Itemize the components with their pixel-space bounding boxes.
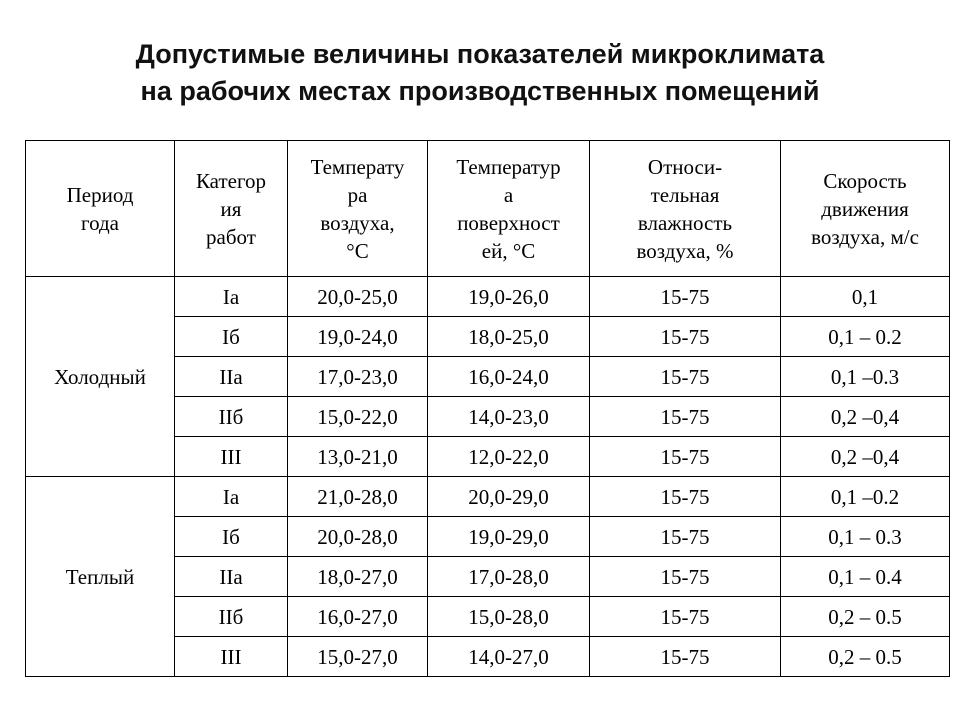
category-cell: IIа (175, 357, 288, 397)
category-cell: III (175, 437, 288, 477)
category-cell: IIб (175, 597, 288, 637)
category-cell: Iа (175, 477, 288, 517)
table-row (26, 477, 950, 517)
humidity-cell: 15-75 (590, 517, 781, 557)
air-temp-cell: 15,0-27,0 (288, 637, 428, 677)
humidity-cell: 15-75 (590, 357, 781, 397)
air-speed-cell: 0,1 – 0.3 (781, 517, 950, 557)
header-surface-temperature: Температур а поверхност ей, °С (428, 141, 590, 277)
header-row (26, 141, 950, 277)
humidity-cell: 15-75 (590, 437, 781, 477)
air-speed-cell: 0,2 – 0.5 (781, 637, 950, 677)
humidity-cell: 15-75 (590, 477, 781, 517)
air-speed-cell: 0,1 – 0.2 (781, 317, 950, 357)
air-speed-cell: 0,1 –0.2 (781, 477, 950, 517)
title-line-1: Допустимые величины показателей микроклимата (135, 39, 825, 69)
title-line-2: на рабочих местах производственных помещений (140, 76, 820, 106)
air-temp-cell: 16,0-27,0 (288, 597, 428, 637)
microclimate-table (25, 140, 950, 677)
category-cell: IIа (175, 557, 288, 597)
header-category: Категор ия работ (175, 141, 288, 277)
surface-temp-cell: 19,0-26,0 (428, 277, 590, 317)
air-temp-cell: 20,0-25,0 (288, 277, 428, 317)
air-temp-cell: 21,0-28,0 (288, 477, 428, 517)
air-temp-cell: 17,0-23,0 (288, 357, 428, 397)
humidity-cell: 15-75 (590, 317, 781, 357)
category-cell: III (175, 637, 288, 677)
category-cell: Iб (175, 317, 288, 357)
table-row (26, 277, 950, 317)
surface-temp-cell: 19,0-29,0 (428, 517, 590, 557)
header-air-temperature: Температу ра воздуха, °С (288, 141, 428, 277)
humidity-cell: 15-75 (590, 557, 781, 597)
header-humidity: Относи- тельная влажность воздуха, % (590, 141, 781, 277)
surface-temp-cell: 14,0-23,0 (428, 397, 590, 437)
humidity-cell: 15-75 (590, 597, 781, 637)
air-speed-cell: 0,1 – 0.4 (781, 557, 950, 597)
humidity-cell: 15-75 (590, 397, 781, 437)
surface-temp-cell: 12,0-22,0 (428, 437, 590, 477)
air-temp-cell: 18,0-27,0 (288, 557, 428, 597)
surface-temp-cell: 15,0-28,0 (428, 597, 590, 637)
surface-temp-cell: 16,0-24,0 (428, 357, 590, 397)
air-temp-cell: 19,0-24,0 (288, 317, 428, 357)
header-period: Период года (26, 141, 175, 277)
humidity-cell: 15-75 (590, 277, 781, 317)
air-temp-cell: 20,0-28,0 (288, 517, 428, 557)
air-speed-cell: 0,1 –0.3 (781, 357, 950, 397)
category-cell: IIб (175, 397, 288, 437)
header-air-speed: Скорость движения воздуха, м/с (781, 141, 950, 277)
category-cell: Iа (175, 277, 288, 317)
surface-temp-cell: 20,0-29,0 (428, 477, 590, 517)
period-cell-warm: Теплый (26, 477, 175, 677)
air-temp-cell: 15,0-22,0 (288, 397, 428, 437)
humidity-cell: 15-75 (590, 637, 781, 677)
air-speed-cell: 0,2 –0,4 (781, 397, 950, 437)
surface-temp-cell: 18,0-25,0 (428, 317, 590, 357)
page-title (0, 36, 960, 110)
air-speed-cell: 0,2 –0,4 (781, 437, 950, 477)
surface-temp-cell: 17,0-28,0 (428, 557, 590, 597)
air-temp-cell: 13,0-21,0 (288, 437, 428, 477)
air-speed-cell: 0,1 (781, 277, 950, 317)
surface-temp-cell: 14,0-27,0 (428, 637, 590, 677)
period-cell-cold: Холодный (26, 277, 175, 477)
category-cell: Iб (175, 517, 288, 557)
air-speed-cell: 0,2 – 0.5 (781, 597, 950, 637)
